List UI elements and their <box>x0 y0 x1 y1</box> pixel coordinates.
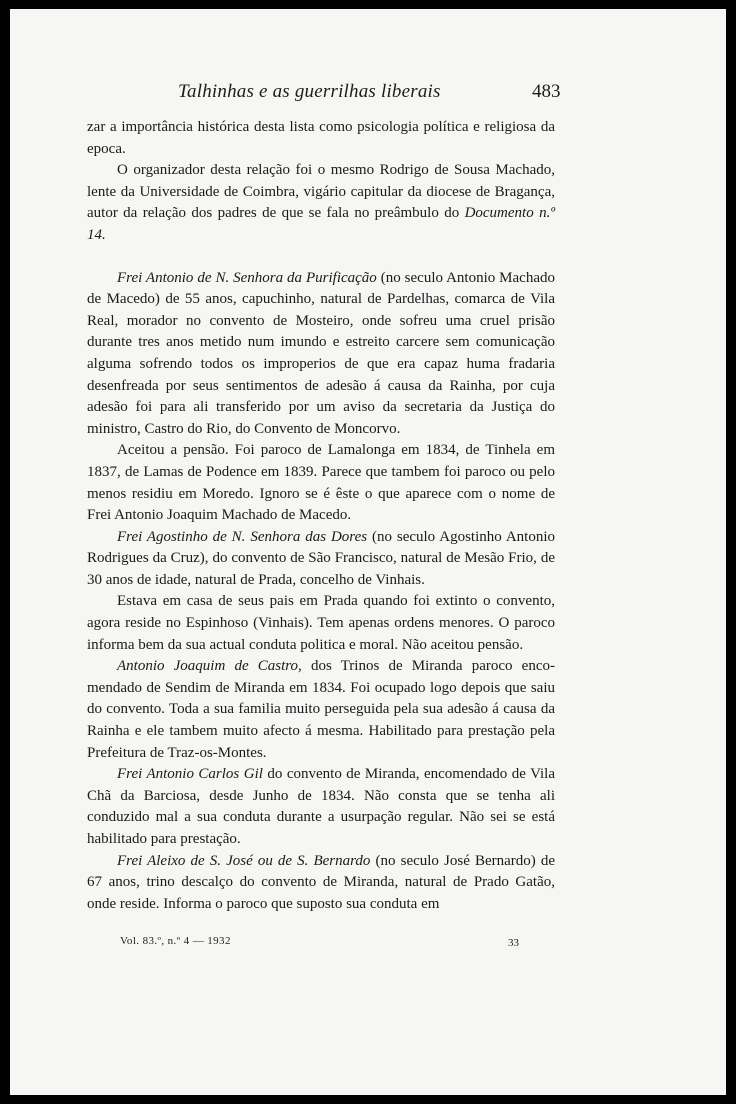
paragraph <box>87 160 555 246</box>
body-text <box>87 117 555 915</box>
paragraph <box>87 268 555 441</box>
text-run: zar a importância histórica desta lista como psicologia política e religiosa da epoca. <box>87 119 555 157</box>
text-run: do convento de Miranda, encomendado de Vila Chã da Barciosa, desde Junho de 1834. Não consta que se tenha ali conduzido mal a sua conduta durante a usurpação regular. Não sei se está habilitado para prestação. <box>87 766 555 847</box>
text-run: (no seculo Antonio Machado de Macedo) de 55 anos, capuchinho, natural de Pardelhas, comarca de Vila Real, morador no convento de Mosteiro, onde sofreu uma cruel prisão durante tres anos metido num imundo e estreito carcere sem comunicação alguma sofrendo todos os improperios de que era capaz huma fradaria desenfreada por seus sentimentos de adesão á causa da Rainha, por cuja adesão foi para ali transferido por um aviso da secretaria da Justiça do ministro, Castro do Rio, do Convento de Moncorvo. <box>87 269 555 437</box>
page-footer <box>10 935 726 955</box>
paragraph <box>87 117 555 160</box>
paragraph <box>87 851 555 916</box>
italic-text: Frei Antonio Carlos Gil <box>117 766 263 783</box>
text-run: (no seculo José Bernardo) de 67 anos, trino descalço do convento de Miranda, natural de Prado Gatão, onde reside. Informa o paroco que suposto sua conduta em <box>87 852 555 912</box>
italic-text: Frei Agostinho de N. Senhora das Dores <box>117 528 368 545</box>
paragraph <box>87 656 555 764</box>
signature-number: 33 <box>508 937 519 949</box>
italic-text: Documento n.º 14. <box>87 205 555 243</box>
page-number: 483 <box>532 81 561 102</box>
text-run: O organizador desta relação foi o mesmo Rodrigo de Sousa Machado, lente da Universidade de Coimbra, vigário capitular da diocese de Bragança, autor da relação dos padres de que se fala no preâmbulo do <box>87 162 555 222</box>
italic-text: Antonio Joaquim de Castro <box>117 658 299 675</box>
text-run: Aceitou a pensão. Foi paroco de Lamalonga em 1834, de Tinhela em 1837, de Lamas de Podence em 1839. Parece que tambem foi paroco ou pelo menos residiu em Moredo. Ignoro se é êste o que aparece com o nome de Frei Antonio Joaquim Machado de Macedo. <box>87 442 555 524</box>
paragraph <box>87 591 555 656</box>
document-page <box>10 9 726 1095</box>
italic-text: Frei Antonio de N. Senhora da Purificação <box>117 269 377 286</box>
paragraph <box>87 764 555 850</box>
text-run: , dos Trinos de Miranda paroco encomendado de Sendim de Miranda em 1834. Foi ocupado logo depois que saiu do convento. Toda a sua familia muito perseguida pela sua adesão á causa da Rainha e ele tambem muito afecto á mesma. Habilitado para prestação pela Prefeitura de Traz-os-Montes. <box>87 658 555 761</box>
italic-text: Frei Aleixo de S. José ou de S. Bernardo <box>117 852 371 869</box>
text-run: Estava em casa de seus pais em Prada quando foi extinto o convento, agora reside no Espinhoso (Vinhais). Tem apenas ordens menores. O paroco informa bem da sua actual conduta politica e moral. Não aceitou pensão. <box>87 593 555 653</box>
volume-line: Vol. 83.º, n.º 4 — 1932 <box>120 935 231 947</box>
text-run: (no seculo Agostinho Antonio Rodrigues da Cruz), do convento de São Francisco, natural de Mesão Frio, de 30 anos de idade, natural de Prada, concelho de Vinhais. <box>87 528 555 588</box>
page-header <box>10 77 726 107</box>
paragraph <box>87 440 555 526</box>
running-title: Talhinhas e as guerrilhas liberais <box>178 81 441 102</box>
paragraph <box>87 527 555 592</box>
